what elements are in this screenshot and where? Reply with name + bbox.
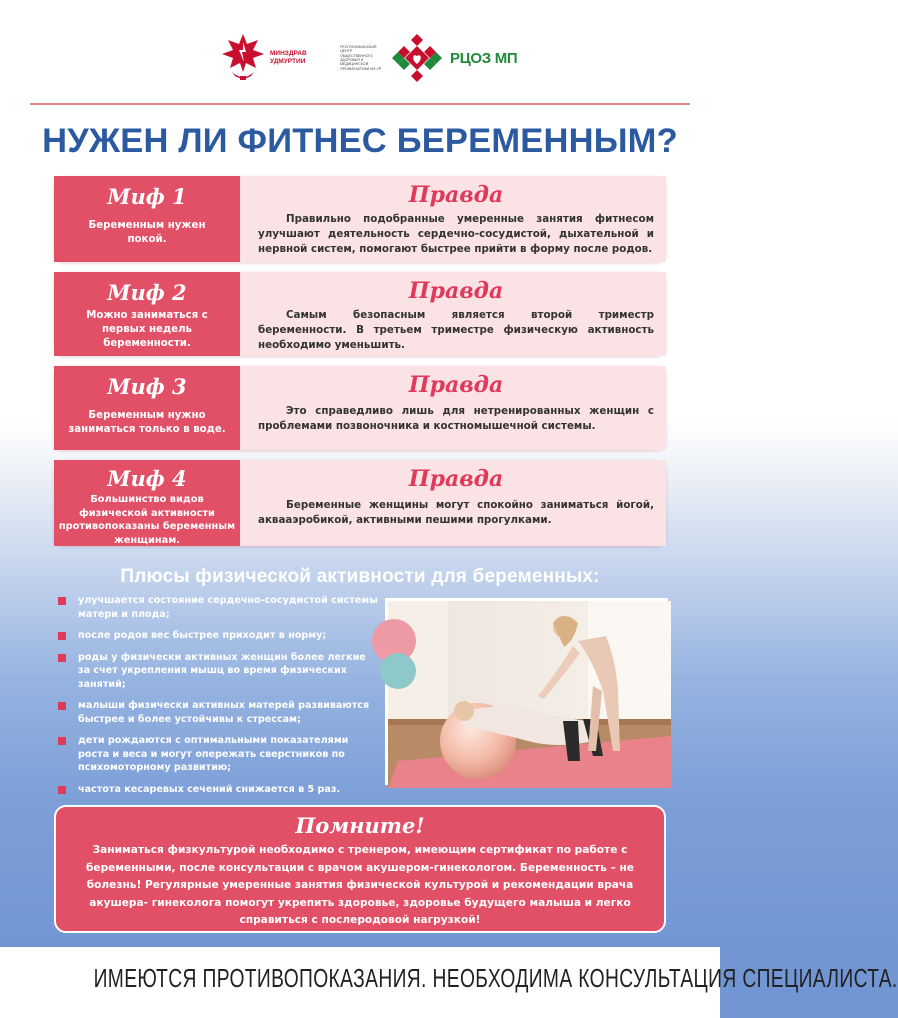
benefits-title: Плюсы физической активности для беременных: — [120, 566, 600, 587]
remember-box — [54, 805, 666, 933]
remember-title: Помните! — [295, 813, 425, 838]
minzdrav-logo — [218, 30, 338, 86]
myth-text: Беременным нужен покой. — [88, 220, 206, 245]
truth-label: Правда — [408, 278, 504, 304]
truth-label: Правда — [408, 466, 504, 492]
list-item: улучшается состояние сердечно-сосудистой системы матери и плода; — [58, 594, 380, 621]
myth-label: Миф 4 — [107, 466, 187, 491]
myth-text: Большинство видов физической активности противопоказаны беременным женщинам. — [58, 494, 236, 546]
minzdrav-emblem-icon — [218, 32, 268, 84]
list-item: после родов вес быстрее приходит в норму; — [58, 629, 380, 643]
truth-card — [240, 176, 666, 262]
pregnant-woman-exercise-image — [388, 601, 671, 788]
myth-row-3 — [54, 366, 666, 450]
truth-text: Правильно подобранные умеренные занятия фитнесом улучшают деятельность сердечно-сосудистой, дыхательной и нервной систем, помогают быстрее прийти в форму после родов. — [258, 213, 654, 255]
myth-row-2 — [54, 272, 666, 356]
remember-text: Заниматься физкультурой необходимо с тренером, имеющим сертификат по работе с беременными, после консультации с врачом акушером-гинекологом. Беременность – не болезнь! Регулярные умеренные занятия физической культурой и рекомендации врача акушера- гинеколога помогут укрепить здоровье, здоровье будущего малыша и легко справиться с послеродовой нагрузкой! — [86, 844, 634, 926]
logo1-text: МИНЗДРАВ УДМУРТИИ — [270, 50, 307, 65]
myth-row-1 — [54, 176, 666, 262]
list-item: дети рождаются с оптимальными показателями роста и веса и могут опережать сверстников по психомоторному развитию; — [58, 734, 380, 775]
myth-label: Миф 3 — [107, 374, 187, 399]
udmurt-ornament-icon — [386, 32, 448, 84]
bullet-square-icon — [58, 597, 66, 605]
bullet-square-icon — [58, 702, 66, 710]
footer-warning: ИМЕЮТСЯ ПРОТИВОПОКАЗАНИЯ. НЕОБХОДИМА КОНСУЛЬТАЦИЯ СПЕЦИАЛИСТА. — [93, 963, 898, 993]
myth-row-4 — [54, 460, 666, 546]
truth-card — [240, 272, 666, 356]
myth-card — [54, 366, 240, 450]
truth-text: Самым безопасным является второй триместр беременности. В третьем триместре физическую активность необходимо уменьшить. — [258, 309, 654, 351]
myth-card — [54, 176, 240, 262]
header-divider — [30, 103, 690, 105]
footer — [0, 947, 898, 1018]
myth-text: Можно заниматься с первых недель беременности. — [86, 310, 208, 349]
truth-card — [240, 366, 666, 450]
myth-label: Миф 2 — [107, 280, 187, 305]
fitness-photo — [385, 598, 668, 785]
benefits-list — [58, 594, 380, 804]
list-item: частота кесаревых сечений снижается в 5 раз. — [58, 783, 380, 797]
list-item: малыши физически активных матерей развиваются быстрее и более устойчивы к стрессам; — [58, 699, 380, 726]
truth-text: Это справедливо лишь для нетренированных женщин с проблемами позвоночника и костномышечной системы. — [258, 405, 654, 432]
myth-card — [54, 272, 240, 356]
bullet-square-icon — [58, 632, 66, 640]
rcoz-logo — [340, 32, 530, 84]
truth-label: Правда — [408, 372, 504, 398]
truth-label: Правда — [408, 182, 504, 208]
truth-card — [240, 460, 666, 546]
bullet-square-icon — [58, 737, 66, 745]
myth-text: Беременным нужно заниматься только в воде. — [68, 410, 226, 435]
bullet-square-icon — [58, 654, 66, 662]
truth-text: Беременные женщины могут спокойно заниматься йогой, аквааэробикой, активными пешими прогулками. — [258, 499, 654, 526]
page-title: НУЖЕН ЛИ ФИТНЕС БЕРЕМЕННЫМ? — [42, 122, 678, 160]
logo2-abbr: РЦОЗ МП — [450, 49, 518, 67]
bullet-square-icon — [58, 786, 66, 794]
myth-label: Миф 1 — [107, 184, 187, 209]
header — [0, 0, 720, 100]
logo2-small-text: РЕСПУБЛИКАНСКИЙ ЦЕНТР ОБЩЕСТВЕННОГО ЗДОРОВЬЯ И МЕДИЦИНСКОЙ ПРОФИЛАКТИКИ МЗ УР — [340, 44, 382, 71]
myth-card — [54, 460, 240, 546]
list-item: роды у физически активных женщин более легкие за счет укрепления мышц во время физических занятий; — [58, 651, 380, 692]
